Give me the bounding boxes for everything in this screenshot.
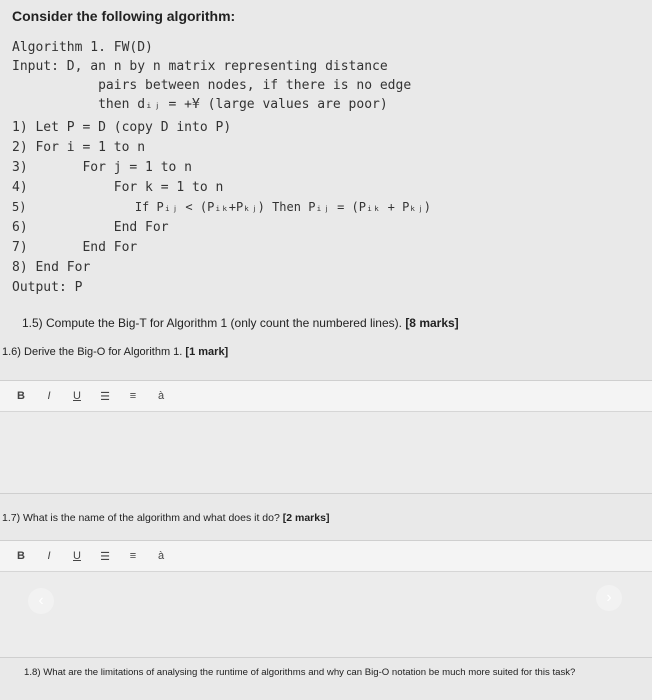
unordered-list-icon[interactable]: ≡ bbox=[129, 390, 137, 402]
editor-toolbar bbox=[0, 541, 652, 572]
question-1-8 bbox=[24, 667, 575, 678]
previous-arrow-icon[interactable]: ‹ bbox=[28, 588, 54, 614]
code-line: 2) For i = 1 to n bbox=[12, 140, 146, 155]
special-character-icon[interactable]: à bbox=[157, 550, 165, 562]
ordered-list-icon[interactable]: ☰ bbox=[100, 390, 110, 403]
underline-button[interactable]: U bbox=[73, 550, 81, 562]
question-1-7 bbox=[2, 512, 329, 524]
code-line: 6) End For bbox=[12, 220, 169, 235]
answer-editor-1-6 bbox=[0, 380, 652, 494]
next-arrow-icon[interactable]: › bbox=[596, 585, 622, 611]
underline-button[interactable]: U bbox=[73, 390, 81, 402]
italic-button[interactable]: I bbox=[47, 390, 51, 402]
answer-text-area[interactable] bbox=[0, 572, 652, 657]
code-line: 4) For k = 1 to n bbox=[12, 180, 224, 195]
code-line: 3) For j = 1 to n bbox=[12, 160, 193, 175]
code-line: 1) Let P = D (copy D into P) bbox=[12, 120, 232, 135]
question-text: 1.6) Derive the Big-O for Algorithm 1. bbox=[2, 346, 183, 358]
bold-button[interactable]: B bbox=[17, 390, 25, 402]
question-marks: [1 mark] bbox=[185, 346, 229, 358]
answer-editor-1-7 bbox=[0, 540, 652, 658]
code-line: 8) End For bbox=[12, 260, 91, 275]
unordered-list-icon[interactable]: ≡ bbox=[129, 550, 137, 562]
question-marks: [2 marks] bbox=[282, 512, 330, 524]
code-line: Input: D, an n by n matrix representing distance bbox=[12, 59, 388, 74]
question-text: 1.8) What are the limitations of analysing the runtime of algorithms and why can Big-O notation be much more suited for this task? bbox=[24, 667, 576, 678]
code-line: Algorithm 1. FW(D) bbox=[12, 40, 153, 55]
code-line: then dᵢⱼ = +¥ (large values are poor) bbox=[12, 97, 388, 112]
ordered-list-icon[interactable]: ☰ bbox=[100, 550, 110, 563]
code-line: pairs between nodes, if there is no edge bbox=[12, 78, 412, 93]
code-line: 5) If Pᵢⱼ < (Pᵢₖ+Pₖⱼ) Then Pᵢⱼ = (Pᵢₖ + Pₖⱼ) bbox=[12, 200, 432, 214]
question-1-6 bbox=[2, 346, 228, 358]
special-character-icon[interactable]: à bbox=[157, 390, 165, 402]
editor-toolbar bbox=[0, 381, 652, 412]
page-heading: Consider the following algorithm: bbox=[12, 8, 236, 24]
bold-button[interactable]: B bbox=[17, 550, 25, 562]
question-text: 1.5) Compute the Big-T for Algorithm 1 (only count the numbered lines). bbox=[22, 316, 402, 330]
answer-text-area[interactable] bbox=[0, 412, 652, 493]
code-line: 7) End For bbox=[12, 240, 138, 255]
italic-button[interactable]: I bbox=[47, 550, 51, 562]
question-1-5 bbox=[22, 316, 459, 330]
code-line: Output: P bbox=[12, 280, 83, 295]
question-text: 1.7) What is the name of the algorithm and what does it do? bbox=[2, 512, 280, 524]
question-marks: [8 marks] bbox=[405, 316, 459, 330]
